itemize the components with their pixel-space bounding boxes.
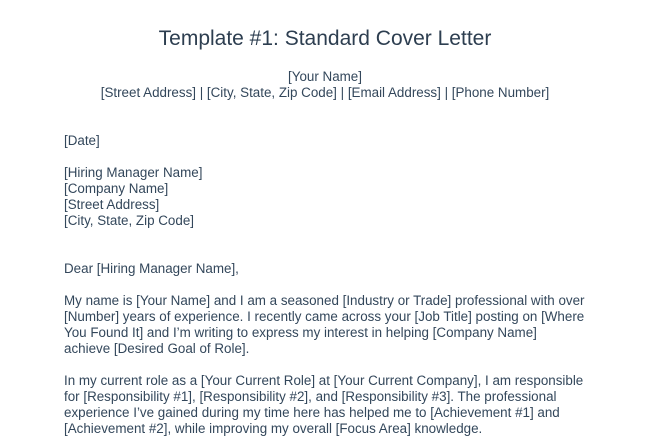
paragraph-line: My name is [Your Name] and I am a seasoned [Industry or Trade] professional with over — [64, 293, 585, 308]
paragraph-current-role — [64, 373, 604, 437]
sender-header — [0, 69, 650, 101]
recipient-company: [Company Name] — [64, 181, 169, 196]
paragraph-line: You Found It] and I’m writing to express my interest in helping [Company Name] — [64, 325, 537, 340]
recipient-address — [64, 165, 604, 229]
paragraph-intro — [64, 293, 604, 357]
paragraph-line: for [Responsibility #1], [Responsibility #2], and [Responsibility #3]. The professional — [64, 389, 557, 404]
letter-date: [Date] — [64, 133, 100, 148]
paragraph-line: achieve [Desired Goal of Role]. — [64, 341, 250, 356]
sender-name: [Your Name] — [288, 69, 362, 84]
paragraph-line: In my current role as a [Your Current Role] at [Your Current Company], I am responsible — [64, 373, 584, 388]
recipient-city: [City, State, Zip Code] — [64, 213, 194, 228]
sender-contact-line: [Street Address] | [City, State, Zip Code] | [Email Address] | [Phone Number] — [100, 85, 550, 100]
recipient-street: [Street Address] — [64, 197, 160, 212]
paragraph-line: experience I’ve gained during my time here has helped me to [Achievement #1] and — [64, 405, 560, 420]
salutation: Dear [Hiring Manager Name], — [64, 261, 239, 276]
paragraph-line: [Achievement #2], while improving my overall [Focus Area] knowledge. — [64, 421, 483, 436]
recipient-name: [Hiring Manager Name] — [64, 165, 203, 180]
page-title: Template #1: Standard Cover Letter — [158, 27, 492, 50]
paragraph-line: [Number] years of experience. I recently came across your [Job Title] posting on [Where — [64, 309, 585, 324]
